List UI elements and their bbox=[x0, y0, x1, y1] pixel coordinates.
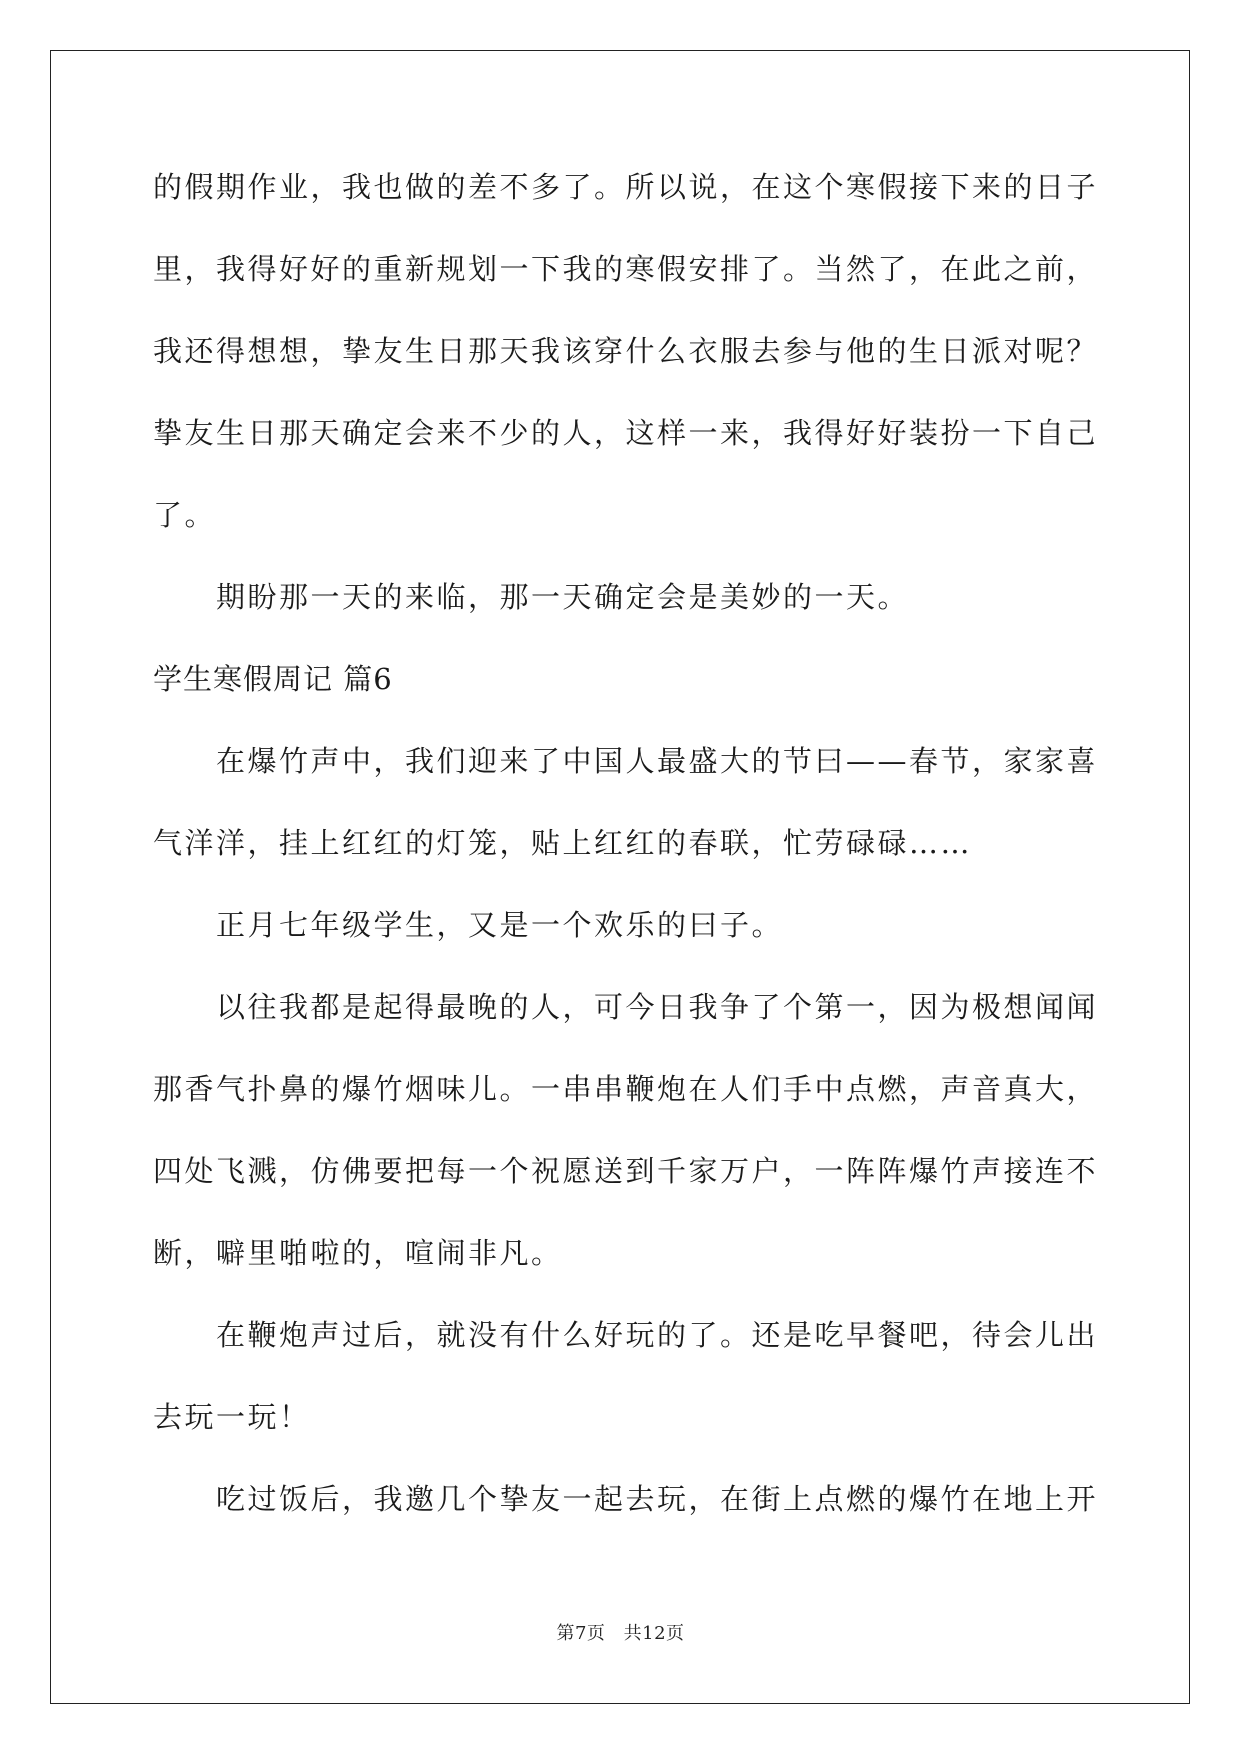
text-line: 四处飞溅，仿佛要把每一个祝愿送到千家万户，一阵阵爆竹声接连不 bbox=[153, 1154, 1099, 1188]
paragraph-line: 吃过饭后，我邀几个挚友一起去玩，在街上点燃的爆竹在地上开 bbox=[216, 1482, 1099, 1516]
document-body bbox=[153, 158, 1099, 1552]
section-heading: 学生寒假周记 篇6 bbox=[153, 662, 393, 696]
paragraph-line: 正月七年级学生，又是一个欢乐的曰子。 bbox=[216, 908, 784, 942]
page-footer bbox=[0, 1623, 1241, 1645]
text-line: 里，我得好好的重新规划一下我的寒假安排了。当然了，在此之前， bbox=[153, 252, 1099, 286]
text-line: 我还得想想，挚友生日那天我该穿什么衣服去参与他的生日派对呢？ bbox=[153, 334, 1099, 368]
text-line: 的假期作业，我也做的差不多了。所以说，在这个寒假接下来的日子 bbox=[153, 170, 1099, 204]
page-total: 共12页 bbox=[623, 1623, 685, 1644]
text-line: 了。 bbox=[153, 498, 217, 532]
paragraph-line: 期盼那一天的来临，那一天确定会是美妙的一天。 bbox=[216, 580, 910, 614]
paragraph-line: 在爆竹声中，我们迎来了中国人最盛大的节曰——春节，家家喜 bbox=[216, 744, 1099, 778]
page-number: 第7页 bbox=[556, 1623, 606, 1644]
text-line: 那香气扑鼻的爆竹烟味儿。一串串鞭炮在人们手中点燃，声音真大， bbox=[153, 1072, 1099, 1106]
text-line: 断，噼里啪啦的，喧闹非凡。 bbox=[153, 1236, 563, 1270]
text-line: 去玩一玩！ bbox=[153, 1400, 311, 1434]
text-line: 挚友生日那天确定会来不少的人，这样一来，我得好好装扮一下自己 bbox=[153, 416, 1099, 450]
text-line: 气洋洋，挂上红红的灯笼，贴上红红的春联，忙劳碌碌…… bbox=[153, 826, 973, 860]
paragraph-line: 在鞭炮声过后，就没有什么好玩的了。还是吃早餐吧，待会儿出 bbox=[216, 1318, 1099, 1352]
paragraph-line: 以往我都是起得最晚的人，可今日我争了个第一，因为极想闻闻 bbox=[216, 990, 1099, 1024]
